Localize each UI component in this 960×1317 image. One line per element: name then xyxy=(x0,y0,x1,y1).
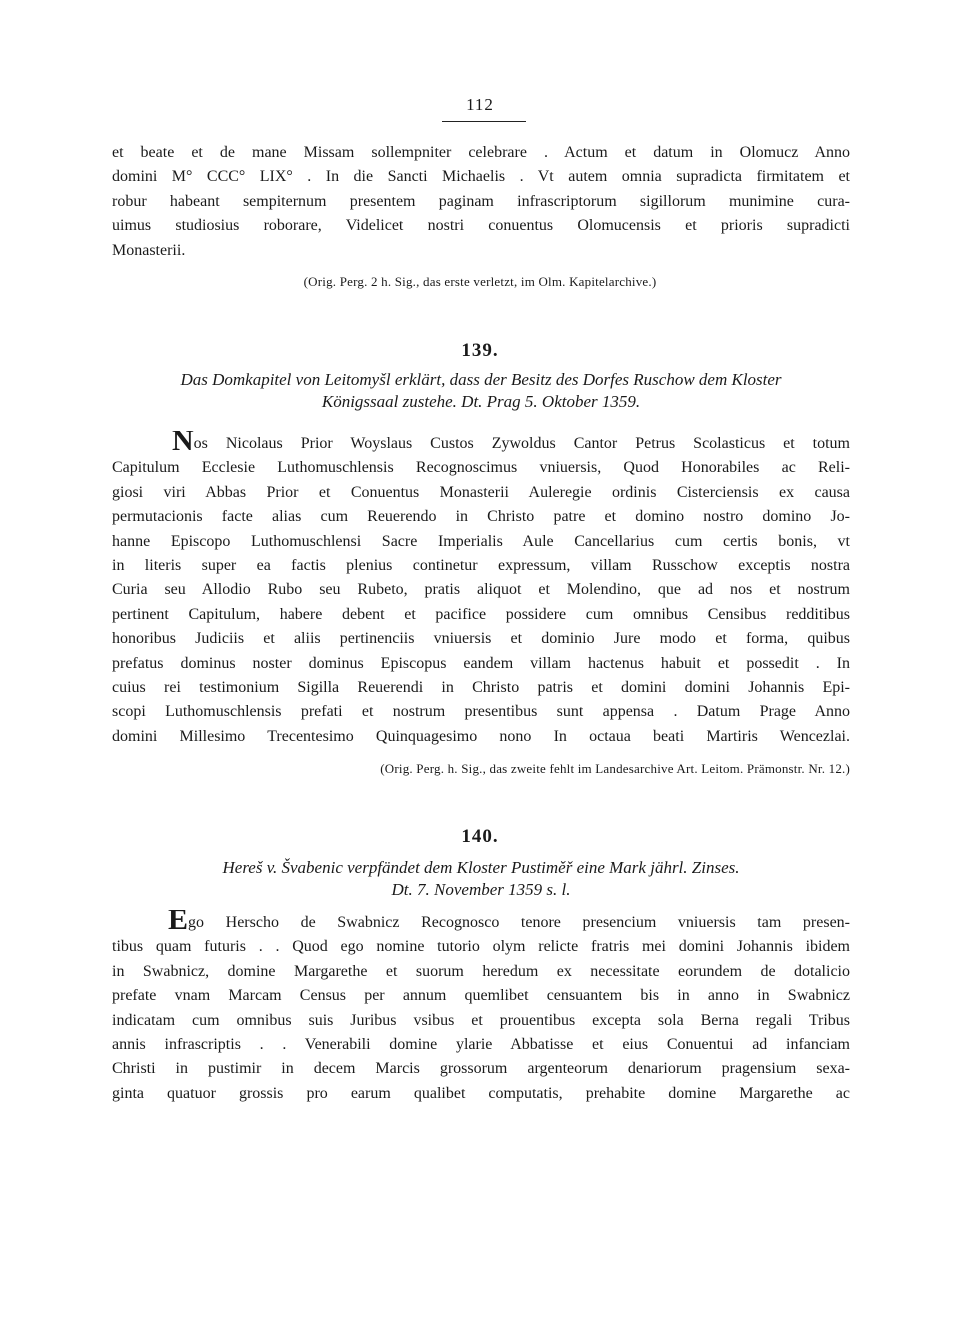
first-line-text: go Herscho de Swabnicz Recognosco tenore presencium vniuersis tam presen- xyxy=(188,914,850,931)
text-line: scopi Luthomuschlensis prefati et nostrum presentibus sunt appensa . Datum Prage Anno xyxy=(112,703,850,721)
text-line: indicatam cum omnibus suis Juribus vsibus et prouentibus excepta sola Berna regali Tribus xyxy=(112,1011,850,1029)
initial-letter: N xyxy=(172,431,194,457)
text-line: in literis super ea factis plenius continetur expressum, villam Russchow exceptis nostra xyxy=(112,557,850,575)
heading-line: Hereš v. Švabenic verpfändet dem Kloster Pustiměř eine Mark jährl. Zinses. xyxy=(222,858,740,877)
document-heading xyxy=(112,857,850,901)
document-heading xyxy=(112,369,850,413)
first-line-text: os Nicolaus Prior Woyslaus Custos Zywoldus Cantor Petrus Scolasticus et totum xyxy=(193,435,850,452)
text-line: Monasterii. xyxy=(112,241,186,259)
initial-letter: E xyxy=(168,910,189,936)
text-line: prefate vnam Marcam Census per annum quemlibet censuantem bis in anno in Swabnicz xyxy=(112,987,850,1005)
text-line: cuius rei testimonium Sigilla Reuerendi in Christo patris et domini domini Johannis Epi- xyxy=(112,679,850,697)
text-line: Christi in pustimir in decem Marcis grossorum argenteorum denariorum pragensium sexa- xyxy=(112,1060,850,1078)
text-line: pertinent Capitulum, habere debent et pacifice possidere cum omnibus Censibus redditibus xyxy=(112,605,850,623)
text-line: et beate et de mane Missam sollempniter celebrare . Actum et datum in Olomucz Anno xyxy=(112,144,850,161)
text-line: honoribus Judiciis et aliis pertinenciis vniuersis et dominio Jure modo et forma, quibus xyxy=(112,630,850,648)
continuation-paragraph xyxy=(112,141,850,263)
heading-line: Dt. 7. November 1359 s. l. xyxy=(391,880,571,899)
text-line: ginta quatuor grossis pro earum qualibet computatis, prehabite domine Margarethe ac xyxy=(112,1084,850,1102)
text-line: tibus quam futuris . . Quod ego nomine tutorio olym relicte fratris mei domini Johannis ibidem xyxy=(112,938,850,956)
heading-line: Königssaal zustehe. Dt. Prag 5. Oktober 1359. xyxy=(321,392,641,411)
document-number: 140. xyxy=(461,826,499,847)
text-line: Curia seu Allodio Rubo seu Rubeto, pratis aliquot et Molendino, que ad nos et nostrum xyxy=(112,581,850,599)
document-body xyxy=(112,431,850,749)
source-note: (Orig. Perg. 2 h. Sig., das erste verletzt, im Olm. Kapitelarchive.) xyxy=(303,274,657,289)
text-line: domini M° CCC° LIX° . In die Sancti Michaelis . Vt autem omnia supradicta firmitatem et xyxy=(112,168,850,186)
text-line xyxy=(112,431,850,456)
text-line xyxy=(112,910,850,935)
text-line: uimus studiosius roborare, Videlicet nostri conuentus Olomucensis et prioris supradicti xyxy=(112,217,850,235)
page-number: 112 xyxy=(466,95,494,114)
text-line: robur habeant sempiternum presentem paginam infrascriptorum sigillorum munimine cura- xyxy=(112,192,850,210)
text-line: annis infrascriptis . . Venerabili domine ylarie Abbatisse et eius Conuentui ad infanciam xyxy=(112,1036,850,1054)
text-line: hanne Episcopo Luthomuschlensi Sacre Imperialis Aule Cancellarius cum certis bonis, vt xyxy=(112,532,850,550)
page-number-rule xyxy=(442,121,526,122)
text-line: in Swabnicz, domine Margarethe et suorum heredum ex necessitate eorundem de dotalicio xyxy=(112,962,850,980)
heading-line: Das Domkapitel von Leitomyšl erklärt, dass der Besitz des Dorfes Ruschow dem Kloster xyxy=(180,370,782,389)
text-line: giosi viri Abbas Prior et Conuentus Monasterii Auleregie ordinis Cisterciensis ex causa xyxy=(112,483,850,501)
text-line: domini Millesimo Trecentesimo Quinquagesimo nono In octaua beati Martiris Wencezlai. xyxy=(112,727,850,745)
document-number: 139. xyxy=(461,340,499,361)
source-note: (Orig. Perg. h. Sig., das zweite fehlt im Landesarchive Art. Leitom. Prämonstr. Nr. 12.) xyxy=(380,761,850,776)
text-line: permutacionis facte alias cum Reuerendo in Christo patre et domino nostro domino Jo- xyxy=(112,508,850,526)
text-line: prefatus dominus noster dominus Episcopus eandem villam hactenus habuit et possedit . In xyxy=(112,654,850,672)
document-body xyxy=(112,910,850,1106)
text-line: Capitulum Ecclesie Luthomuschlensis Recognoscimus vniuersis, Quod Honorabiles ac Reli- xyxy=(112,459,850,477)
